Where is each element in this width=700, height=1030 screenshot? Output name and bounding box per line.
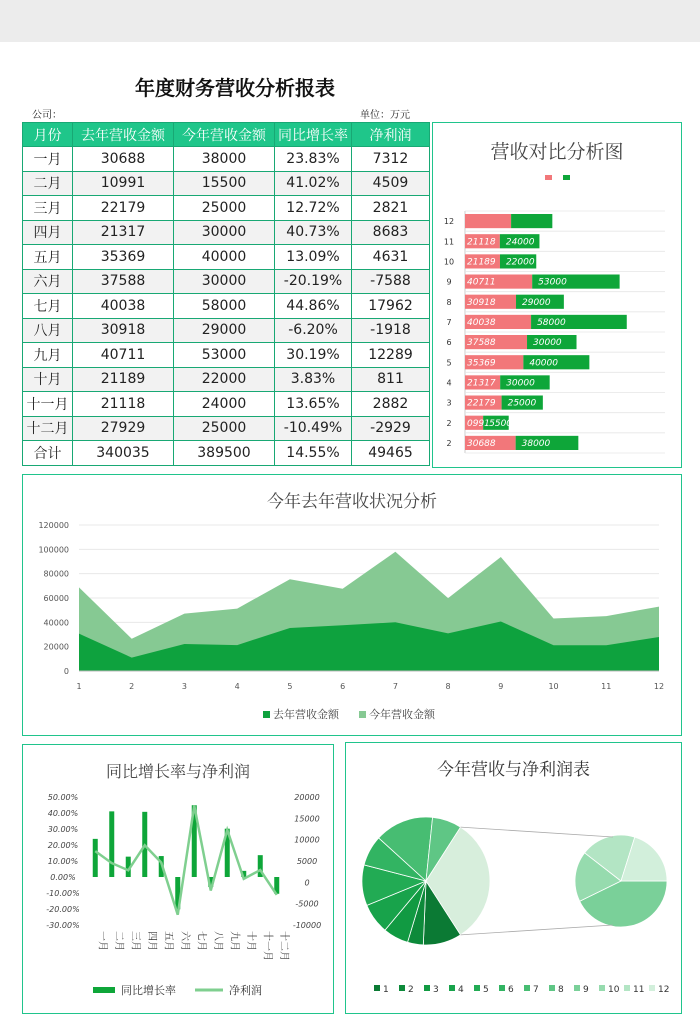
category-label: 6 xyxy=(446,338,452,348)
y-tick-label: 0 xyxy=(63,667,69,676)
table-cell: 七月 xyxy=(23,294,73,319)
table-cell: 30000 xyxy=(174,220,275,245)
left-tick-label: -20.00% xyxy=(46,905,80,914)
table-cell: 六月 xyxy=(23,269,73,294)
legend-label: 6 xyxy=(508,985,514,995)
category-label: 5 xyxy=(446,358,452,368)
table-cell: 40711 xyxy=(73,343,174,368)
data-label: 22000 xyxy=(505,257,535,268)
x-tick-label: 1 xyxy=(76,682,82,691)
y-tick-label: 120000 xyxy=(38,521,69,530)
category-label: 12 xyxy=(443,217,455,227)
y-tick-label: 100000 xyxy=(38,545,69,555)
data-label: 29000 xyxy=(522,297,551,308)
x-tick-label: 8 xyxy=(445,682,451,691)
table-cell: 25000 xyxy=(174,416,275,441)
table-cell: 23.83% xyxy=(275,147,352,172)
right-tick-label: -5000 xyxy=(295,899,319,909)
table-cell: 30000 xyxy=(174,269,275,294)
data-label: 22179 xyxy=(467,398,496,409)
legend-label: 去年营收金额 xyxy=(273,708,339,721)
growth-bar-1 xyxy=(93,839,98,877)
category-label: 八月 xyxy=(211,931,223,951)
y-tick-label: 20000 xyxy=(43,642,69,652)
table-row xyxy=(23,416,430,441)
legend-label: 8 xyxy=(558,985,564,995)
table-cell: 24000 xyxy=(174,392,275,417)
table-cell: 30688 xyxy=(73,147,174,172)
table-cell: -10.49% xyxy=(275,416,352,441)
data-label: 25000 xyxy=(507,398,537,409)
table-cell: 30.19% xyxy=(275,343,352,368)
left-tick-label: 40.00% xyxy=(47,809,79,818)
category-label: 四月 xyxy=(145,931,157,951)
legend-swatch-7 xyxy=(524,985,530,991)
table-cell: 35369 xyxy=(73,245,174,270)
area-chart-title: 今年去年营收状况分析 xyxy=(267,492,437,512)
data-label: 21189 xyxy=(467,257,496,268)
table-cell: 四月 xyxy=(23,220,73,245)
col-profit: 净利润 xyxy=(352,123,430,147)
table-row xyxy=(23,171,430,196)
legend-label: 5 xyxy=(483,985,489,995)
table-row xyxy=(23,245,430,270)
legend-swatch-10 xyxy=(599,985,605,991)
table-cell: 2821 xyxy=(352,196,430,221)
y-tick-label: 80000 xyxy=(43,569,69,579)
area-chart xyxy=(23,475,681,735)
legend-label: 12 xyxy=(658,985,670,995)
table-row xyxy=(23,392,430,417)
x-tick-label: 9 xyxy=(498,682,504,691)
legend-label: 10 xyxy=(608,985,620,995)
table-header xyxy=(23,123,430,147)
left-tick-label: 20.00% xyxy=(47,841,79,850)
right-tick-label: 20000 xyxy=(294,793,320,802)
legend-label: 3 xyxy=(433,985,439,995)
table-cell: 4509 xyxy=(352,171,430,196)
table-cell: 三月 xyxy=(23,196,73,221)
growth-profit-panel xyxy=(22,744,334,1014)
table-cell: 340035 xyxy=(73,441,174,466)
table-cell: 合计 xyxy=(23,441,73,466)
revenue-area-panel xyxy=(22,474,682,736)
data-label: 35369 xyxy=(467,358,496,369)
table-cell: 21189 xyxy=(73,367,174,392)
table-cell: -6.20% xyxy=(275,318,352,343)
table-cell: -7588 xyxy=(352,269,430,294)
legend-swatch-last-year xyxy=(545,175,552,180)
table-row xyxy=(23,196,430,221)
left-tick-label: -10.00% xyxy=(46,889,80,898)
table-cell: -1918 xyxy=(352,318,430,343)
growth-chart xyxy=(23,745,333,1013)
table-cell: 二月 xyxy=(23,171,73,196)
right-tick-label: -10000 xyxy=(292,921,322,930)
table-cell: 27929 xyxy=(73,416,174,441)
table-row xyxy=(23,441,430,466)
legend-swatch-1 xyxy=(374,985,380,991)
legend-label: 同比增长率 xyxy=(121,984,176,997)
data-label: 24000 xyxy=(505,237,535,248)
connector-line xyxy=(461,827,613,837)
data-label: 37588 xyxy=(467,338,496,349)
col-growth: 同比增长率 xyxy=(275,123,352,147)
profit-line xyxy=(95,806,277,915)
data-label: 21118 xyxy=(467,237,496,248)
legend-label: 7 xyxy=(533,985,539,995)
data-label: 40000 xyxy=(529,358,558,369)
category-label: 3 xyxy=(446,398,452,408)
legend-label: 1 xyxy=(383,985,389,995)
table-cell: 一月 xyxy=(23,147,73,172)
table-cell: 五月 xyxy=(23,245,73,270)
compare-chart-title: 营收对比分析图 xyxy=(490,141,624,163)
col-this-year: 今年营收金额 xyxy=(174,123,275,147)
table-row xyxy=(23,294,430,319)
legend-label: 9 xyxy=(583,985,589,995)
category-label: 2 xyxy=(446,438,452,448)
data-label: 40711 xyxy=(467,277,496,288)
table-cell: 3.83% xyxy=(275,367,352,392)
table-cell: 389500 xyxy=(174,441,275,466)
table-cell: 40.73% xyxy=(275,220,352,245)
left-tick-label: 30.00% xyxy=(47,825,79,834)
left-tick-label: 0.00% xyxy=(50,873,76,882)
table-cell: 38000 xyxy=(174,147,275,172)
table-cell: 21317 xyxy=(73,220,174,245)
data-label: 30918 xyxy=(467,297,496,308)
legend-swatch-this-year xyxy=(359,711,366,718)
category-label: 2 xyxy=(446,418,452,428)
data-label: 40038 xyxy=(467,317,496,328)
data-label: 30000 xyxy=(533,338,562,349)
table-cell: 40038 xyxy=(73,294,174,319)
legend-label: 11 xyxy=(633,985,645,995)
legend-swatch-2 xyxy=(399,985,405,991)
table-cell: -2929 xyxy=(352,416,430,441)
table-cell: 13.09% xyxy=(275,245,352,270)
pie-chart-title: 今年营收与净利润表 xyxy=(437,760,590,780)
table-cell: 8683 xyxy=(352,220,430,245)
category-label: 10 xyxy=(443,257,455,267)
table-cell: 12289 xyxy=(352,343,430,368)
bar-this-year-12 xyxy=(511,214,552,228)
table-cell: 13.65% xyxy=(275,392,352,417)
growth-bar-2 xyxy=(109,811,114,877)
table-cell: 22000 xyxy=(174,367,275,392)
category-label: 4 xyxy=(446,378,452,388)
legend-label: 净利润 xyxy=(229,984,262,997)
col-month: 月份 xyxy=(23,123,73,147)
unit-label: 单位：万元 xyxy=(360,110,410,121)
data-label: 58000 xyxy=(537,317,566,328)
connector-line xyxy=(461,925,613,935)
right-tick-label: 5000 xyxy=(296,857,318,866)
bar-last-year-12 xyxy=(465,214,511,228)
legend-swatch-6 xyxy=(499,985,505,991)
table-cell: 15500 xyxy=(174,171,275,196)
legend-label: 2 xyxy=(408,985,414,995)
x-tick-label: 4 xyxy=(234,682,240,691)
pie-panel xyxy=(345,742,682,1014)
x-tick-label: 2 xyxy=(129,682,135,691)
x-tick-label: 10 xyxy=(548,682,559,691)
legend-swatch-growth xyxy=(93,987,115,993)
table-cell: 10991 xyxy=(73,171,174,196)
table-cell: 7312 xyxy=(352,147,430,172)
x-tick-label: 11 xyxy=(601,682,612,691)
table-cell: 49465 xyxy=(352,441,430,466)
company-label: 公司： xyxy=(32,110,62,121)
data-label: 30688 xyxy=(467,438,496,449)
x-tick-label: 6 xyxy=(340,682,346,691)
table-cell: 十一月 xyxy=(23,392,73,417)
legend-label: 今年营收金额 xyxy=(369,708,435,721)
y-tick-label: 40000 xyxy=(43,618,69,628)
report-title: 年度财务营收分析报表 xyxy=(135,76,335,100)
table-row xyxy=(23,318,430,343)
data-label: 0991 xyxy=(467,418,490,429)
table-row xyxy=(23,343,430,368)
data-label: 30000 xyxy=(506,378,535,389)
category-label: 十一月 xyxy=(261,931,273,961)
x-tick-label: 5 xyxy=(287,682,293,691)
legend-swatch-last-year xyxy=(263,711,270,718)
legend-swatch-12 xyxy=(649,985,655,991)
category-label: 十二月 xyxy=(277,931,289,961)
compare-chart xyxy=(433,123,681,467)
top-bar xyxy=(0,0,700,42)
col-last-year: 去年营收金额 xyxy=(73,123,174,147)
pie-chart xyxy=(346,743,681,1013)
x-tick-label: 7 xyxy=(392,682,398,691)
right-tick-label: 15000 xyxy=(294,814,320,824)
table-cell: 37588 xyxy=(73,269,174,294)
category-label: 9 xyxy=(446,277,452,287)
left-tick-label: 10.00% xyxy=(47,857,79,866)
category-label: 一月 xyxy=(96,931,108,951)
category-label: 三月 xyxy=(129,931,141,951)
x-tick-label: 12 xyxy=(653,682,665,691)
right-tick-label: 10000 xyxy=(294,835,320,845)
data-label: 21317 xyxy=(467,378,496,389)
left-tick-label: -30.00% xyxy=(46,921,80,930)
legend-swatch-4 xyxy=(449,985,455,991)
table-cell: 4631 xyxy=(352,245,430,270)
category-label: 五月 xyxy=(162,931,174,951)
legend-swatch-11 xyxy=(624,985,630,991)
table-cell: 30918 xyxy=(73,318,174,343)
data-label: 5500 xyxy=(489,418,513,429)
x-tick-label: 3 xyxy=(181,682,188,691)
category-label: 8 xyxy=(446,297,452,307)
legend-swatch-9 xyxy=(574,985,580,991)
category-label: 7 xyxy=(446,317,452,327)
category-label: 六月 xyxy=(178,931,190,951)
category-label: 七月 xyxy=(195,931,207,951)
table-cell: -20.19% xyxy=(275,269,352,294)
y-tick-label: 60000 xyxy=(43,594,69,603)
table-cell: 44.86% xyxy=(275,294,352,319)
table-cell: 14.55% xyxy=(275,441,352,466)
category-label: 九月 xyxy=(228,931,240,951)
category-label: 十月 xyxy=(244,931,256,951)
legend-swatch-5 xyxy=(474,985,480,991)
table-cell: 十月 xyxy=(23,367,73,392)
table-cell: 八月 xyxy=(23,318,73,343)
table-cell: 25000 xyxy=(174,196,275,221)
legend-swatch-3 xyxy=(424,985,430,991)
data-label: 38000 xyxy=(521,438,551,449)
data-label: 53000 xyxy=(538,277,567,288)
table-cell: 53000 xyxy=(174,343,275,368)
table-cell: 12.72% xyxy=(275,196,352,221)
table-cell: 17962 xyxy=(352,294,430,319)
table-cell: 41.02% xyxy=(275,171,352,196)
table-cell: 十二月 xyxy=(23,416,73,441)
finance-table xyxy=(22,122,430,466)
table-cell: 2882 xyxy=(352,392,430,417)
table-cell: 22179 xyxy=(73,196,174,221)
table-cell: 九月 xyxy=(23,343,73,368)
legend-label: 4 xyxy=(458,985,464,995)
growth-chart-title: 同比增长率与净利润 xyxy=(105,762,250,781)
table-row xyxy=(23,220,430,245)
left-tick-label: 50.00% xyxy=(47,793,79,802)
table-cell: 811 xyxy=(352,367,430,392)
table-cell: 58000 xyxy=(174,294,275,319)
table-cell: 21118 xyxy=(73,392,174,417)
table-cell: 40000 xyxy=(174,245,275,270)
legend-swatch-this-year xyxy=(563,175,570,180)
category-label: 11 xyxy=(443,237,455,247)
compare-chart-panel xyxy=(432,122,682,468)
category-label: 二月 xyxy=(112,931,124,951)
table-row xyxy=(23,269,430,294)
legend-swatch-8 xyxy=(549,985,555,991)
table-row xyxy=(23,147,430,172)
table-cell: 29000 xyxy=(174,318,275,343)
right-tick-label: 0 xyxy=(304,878,310,888)
table-row xyxy=(23,367,430,392)
